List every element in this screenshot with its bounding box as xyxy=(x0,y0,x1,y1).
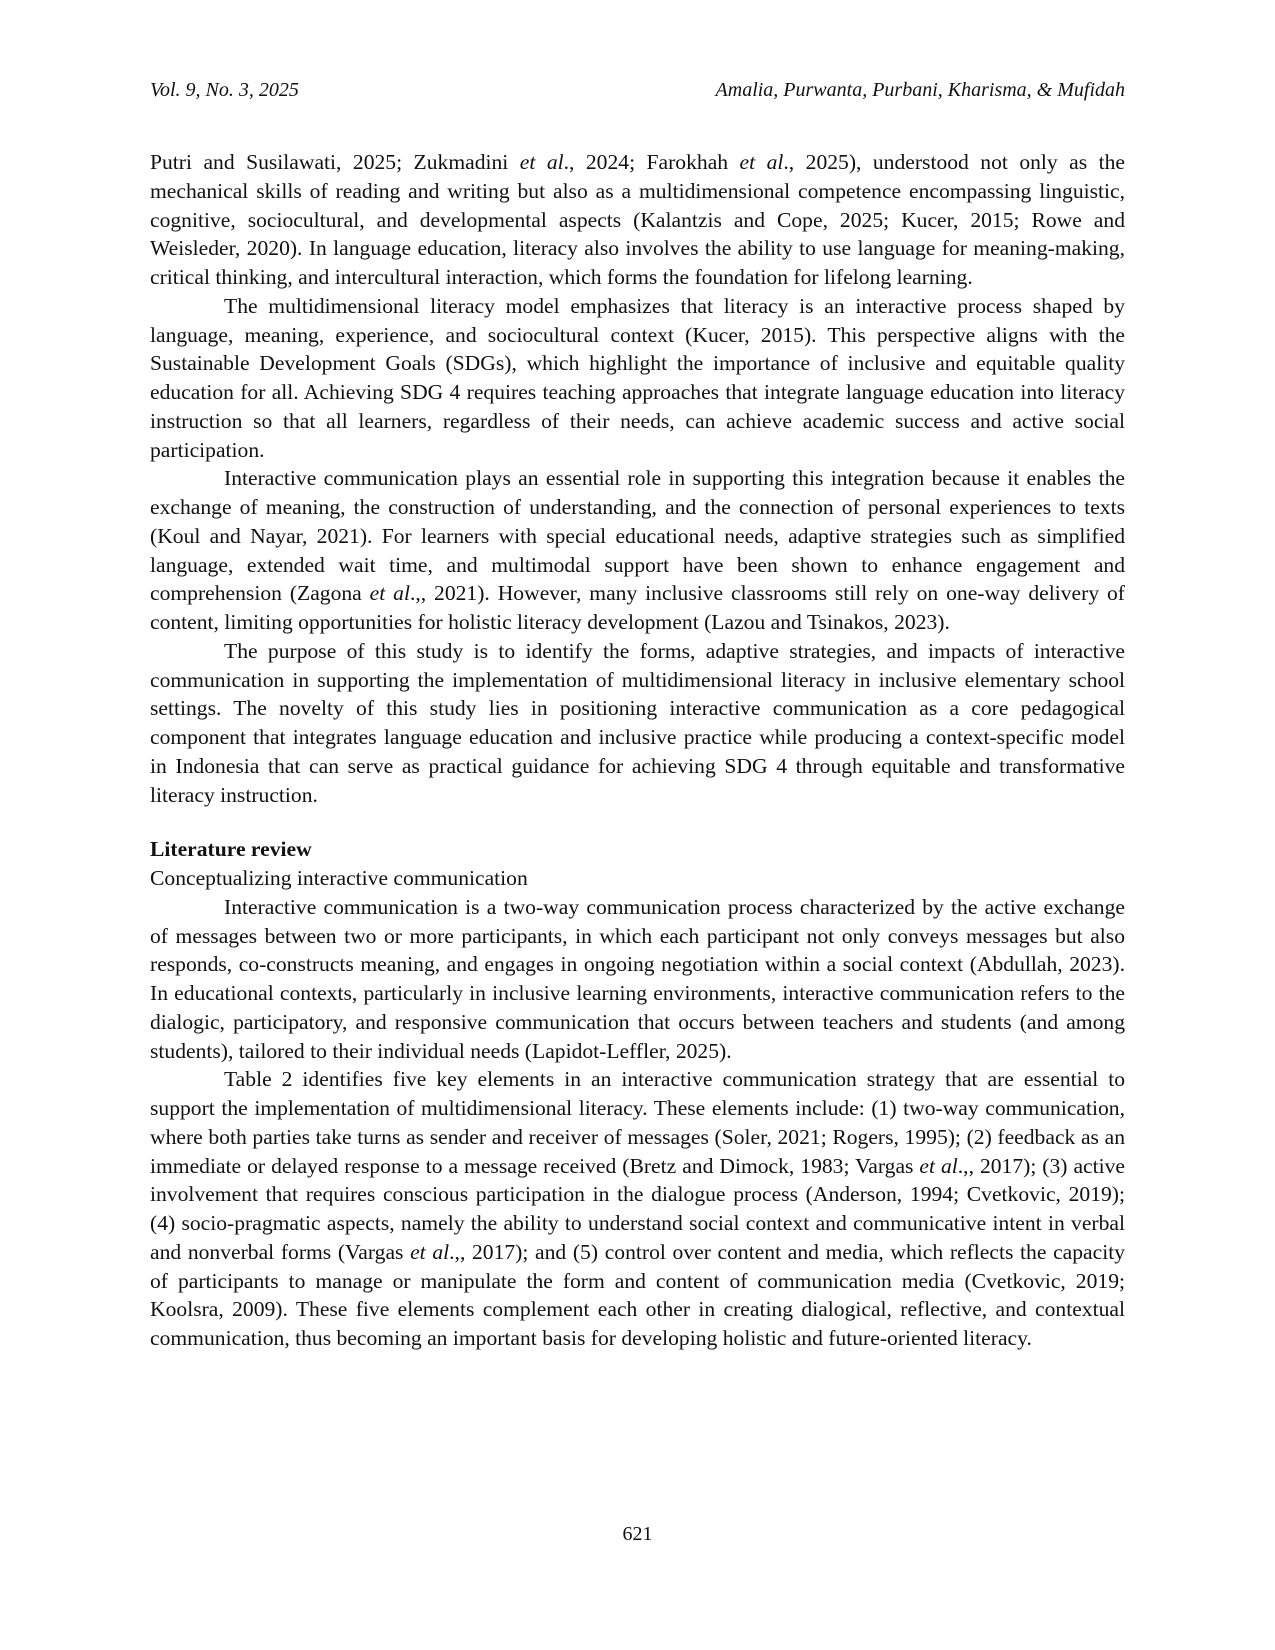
text-run: Table 2 identifies five key elements in an interactive communication strategy that are essential to support the implementation of multidimensional literacy. These elements include: (1) two-way communication, where both parties take turns as sender and receiver of messages (Soler, 2021; Rogers, 1995); (2) feedback as an immediate or delayed response to a message received (Bretz and Dimock, 1983; Vargas xyxy=(150,1067,1125,1178)
paragraph xyxy=(150,893,1125,1066)
text-run: Interactive communication plays an essential role in supporting this integration because it enables the exchange of meaning, the construction of understanding, and the connection of personal experiences to texts (Koul and Nayar, 2021). For learners with special educational needs, adaptive strategies such as simplified language, extended wait time, and multimodal support have been shown to enhance engagement and comprehension (Zagona xyxy=(150,466,1125,606)
body-text xyxy=(150,148,1125,1353)
document-page xyxy=(150,72,1125,1572)
text-run: .,, 2017); and (5) control over content and media, which reflects the capacity of participants to manage or manipulate the form and content of communication media (Cvetkovic, 2019; Koolsra, 2009). These five elements complement each other in creating dialogical, reflective, and contextual communication, thus becoming an important basis for developing holistic and future-oriented literacy. xyxy=(150,1239,1126,1350)
text-run: The purpose of this study is to identify the forms, adaptive strategies, and impacts of interactive communication in supporting the implementation of multidimensional literacy in inclusive elementary school settings. The novelty of this study lies in positioning interactive communication as a core pedagogical component that integrates language education and inclusive practice while producing a context-specific model in Indonesia that can serve as practical guidance for achieving SDG 4 through equitable and transformative literacy instruction. xyxy=(150,638,1125,807)
text-run: .,, 2021). However, many inclusive classrooms still rely on one-way delivery of content, limiting opportunities for holistic literacy development (Lazou and Tsinakos, 2023). xyxy=(150,581,1126,634)
journal-volume: Vol. 9, No. 3, 2025 xyxy=(150,79,299,101)
italic-text: et al xyxy=(519,150,564,174)
italic-text: et al xyxy=(369,581,410,606)
text-run: .,, 2017); (3) active involvement that requires conscious participation in the dialogue process (Anderson, 1994; Cvetkovic, 2019); (4) socio-pragmatic aspects, namely the ability to understand social context and communicative intent in verbal and nonverbal forms (Vargas xyxy=(150,1153,1126,1264)
italic-text: et al xyxy=(919,1153,958,1178)
paragraph xyxy=(150,148,1125,292)
text-run: Putri and Susilawati, 2025; Zukmadini xyxy=(150,150,520,174)
section-heading: Literature review xyxy=(150,837,312,862)
text-run: The multidimensional literacy model emphasizes that literacy is an interactive process shaped by language, meaning, experience, and sociocultural context (Kucer, 2015). This perspective aligns with the Sustainable Development Goals (SDGs), which highlight the importance of inclusive and equitable quality education for all. Achieving SDG 4 requires teaching approaches that integrate language education into literacy instruction so that all learners, regardless of their needs, can achieve academic success and active social participation. xyxy=(150,293,1125,462)
author-list: Amalia, Purwanta, Purbani, Kharisma, & Mufidah xyxy=(715,79,1125,101)
section-subheading: Conceptualizing interactive communication xyxy=(150,866,528,890)
italic-text: et al xyxy=(739,150,784,174)
text-run: Interactive communication is a two-way communication process characterized by the active exchange of messages between two or more participants, in which each participant not only conveys messages but also responds, co-constructs meaning, and engages in ongoing negotiation within a social context (Abdullah, 2023). In educational contexts, particularly in inclusive learning environments, interactive communication refers to the dialogic, participatory, and responsive communication that occurs between teachers and students (and among students), tailored to their individual needs (Lapidot-Leffler, 2025). xyxy=(150,894,1125,1063)
page-number: 621 xyxy=(622,1523,653,1545)
text-run: ., 2025), understood not only as the mechanical skills of reading and writing but also as a multidimensional competence encompassing linguistic, cognitive, sociocultural, and developmental aspects (Kalantzis and Cope, 2025; Kucer, 2015; Rowe and Weisleder, 2020). In language education, literacy also involves the ability to use language for meaning-making, critical thinking, and intercultural interaction, which forms the foundation for lifelong learning. xyxy=(150,150,1126,289)
paragraph xyxy=(150,1065,1125,1353)
italic-text: et al xyxy=(410,1239,450,1264)
paragraph xyxy=(150,464,1125,637)
text-run: ., 2024; Farokhah xyxy=(563,150,740,174)
paragraph xyxy=(150,292,1125,465)
paragraph xyxy=(150,637,1125,810)
